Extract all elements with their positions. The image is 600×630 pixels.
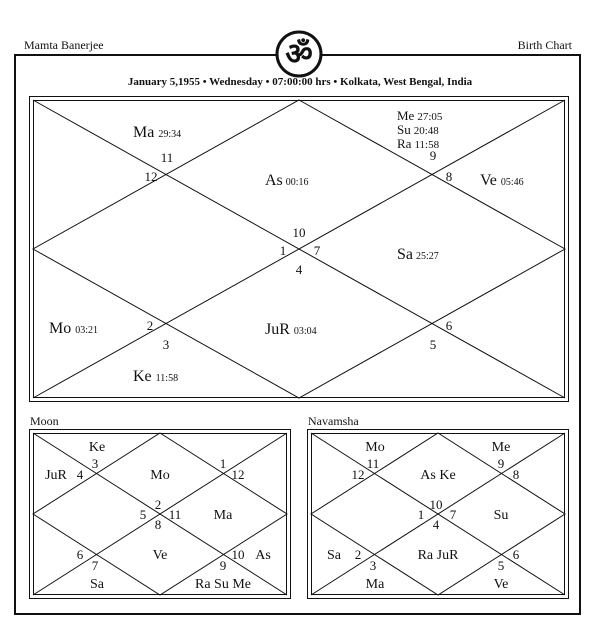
house-number: 12 — [351, 467, 365, 482]
house-number: 6 — [512, 547, 520, 562]
navamsha-chart-title: Navamsha — [308, 414, 359, 428]
navamsha-chart-lines — [311, 433, 565, 595]
planet-label: Ve — [152, 548, 168, 563]
house-number: 2 — [146, 318, 154, 333]
house-number: 4 — [295, 262, 303, 277]
house-number: 4 — [432, 517, 440, 532]
planet-name: JuR — [265, 321, 290, 338]
main-chart-lines — [33, 100, 565, 398]
planet-degree: 29:34 — [158, 129, 182, 140]
planet-degree: 11:58 — [414, 139, 440, 151]
planet-label — [397, 246, 439, 263]
planet-degree: 11:58 — [155, 373, 179, 384]
house-number: 1 — [417, 507, 425, 522]
house-number: 3 — [369, 558, 377, 573]
planet-label — [397, 136, 440, 151]
planet-label — [480, 172, 524, 189]
house-number: 2 — [154, 497, 162, 512]
planet-label: Sa — [327, 548, 341, 563]
planet-label: Mo — [150, 468, 170, 483]
house-number: 1 — [219, 456, 227, 471]
planet-degree: 03:21 — [75, 325, 99, 336]
planet-name: Ma — [133, 124, 155, 141]
house-number: 10 — [292, 225, 306, 240]
planet-degree: 20:48 — [413, 125, 439, 137]
planet-label: Ra JuR — [417, 548, 459, 563]
house-number: 3 — [162, 337, 170, 352]
planet-name: As — [265, 172, 283, 189]
planet-label: Ma — [365, 577, 385, 592]
house-number: 8 — [154, 517, 162, 532]
planet-degree: 25:27 — [416, 251, 439, 262]
planet-label: Ke — [88, 440, 106, 455]
house-number: 11 — [366, 456, 380, 471]
planet-label — [265, 321, 317, 338]
planet-name: Sa — [397, 246, 413, 263]
planet-label — [133, 368, 178, 385]
house-number: 4 — [76, 467, 84, 482]
planet-label: Su — [493, 508, 509, 523]
planet-degree: 27:05 — [417, 111, 443, 123]
moon-chart-title: Moon — [30, 414, 59, 428]
planet-degree: 03:04 — [293, 326, 317, 337]
om-icon — [275, 30, 323, 78]
house-number: 8 — [445, 169, 453, 184]
planet-name: Ra — [397, 136, 412, 151]
om-emblem — [275, 30, 323, 78]
house-number: 9 — [219, 558, 227, 573]
house-number: 1 — [279, 243, 287, 258]
planet-label: Mo — [365, 440, 385, 455]
person-name: Mamta Banerjee — [24, 38, 104, 52]
planet-label: Ve — [493, 577, 509, 592]
planet-label — [397, 108, 443, 123]
planet-name: Ve — [480, 172, 497, 189]
birth-info: January 5,1955 • Wednesday • 07:00:00 hrs • Kolkata, West Bengal, India — [127, 76, 473, 88]
house-number: 11 — [160, 150, 174, 165]
house-number: 5 — [429, 337, 437, 352]
moon-chart-lines — [33, 433, 287, 595]
planet-label: Ra Su Me — [195, 577, 251, 592]
planet-label: As — [255, 548, 271, 563]
house-number: 11 — [168, 507, 182, 522]
house-number: 10 — [231, 547, 245, 562]
house-number: 6 — [76, 547, 84, 562]
house-number: 6 — [445, 318, 453, 333]
house-number: 12 — [231, 467, 245, 482]
house-number: 7 — [91, 558, 99, 573]
planet-degree: 05:46 — [500, 177, 524, 188]
house-number: 3 — [91, 456, 99, 471]
moon-chart — [33, 433, 287, 595]
house-number: 9 — [429, 148, 437, 163]
house-number: 2 — [354, 547, 362, 562]
house-number: 10 — [429, 497, 443, 512]
house-number: 12 — [144, 169, 158, 184]
planet-label — [49, 320, 98, 337]
planet-name: Ke — [133, 368, 152, 385]
planet-label — [397, 122, 439, 137]
main-chart — [33, 100, 565, 398]
house-number: 9 — [497, 456, 505, 471]
house-number: 7 — [313, 243, 321, 258]
planet-label — [133, 124, 181, 141]
planet-label — [265, 172, 309, 189]
planet-name: Mo — [49, 320, 72, 337]
planet-label: Sa — [90, 577, 104, 592]
house-number: 5 — [139, 507, 147, 522]
planet-label: Ma — [213, 508, 233, 523]
om-symbol: ॐ — [285, 38, 313, 71]
planet-label: JuR — [45, 468, 67, 483]
house-number: 8 — [512, 467, 520, 482]
planet-label: Me — [491, 440, 511, 455]
planet-name: Su — [397, 122, 411, 137]
planet-label: As Ke — [420, 468, 456, 483]
navamsha-chart — [311, 433, 565, 595]
house-number: 7 — [449, 507, 457, 522]
planet-name: Me — [397, 108, 415, 123]
house-number: 5 — [497, 558, 505, 573]
chart-title: Birth Chart — [517, 38, 572, 52]
planet-degree: 00:16 — [285, 177, 309, 188]
